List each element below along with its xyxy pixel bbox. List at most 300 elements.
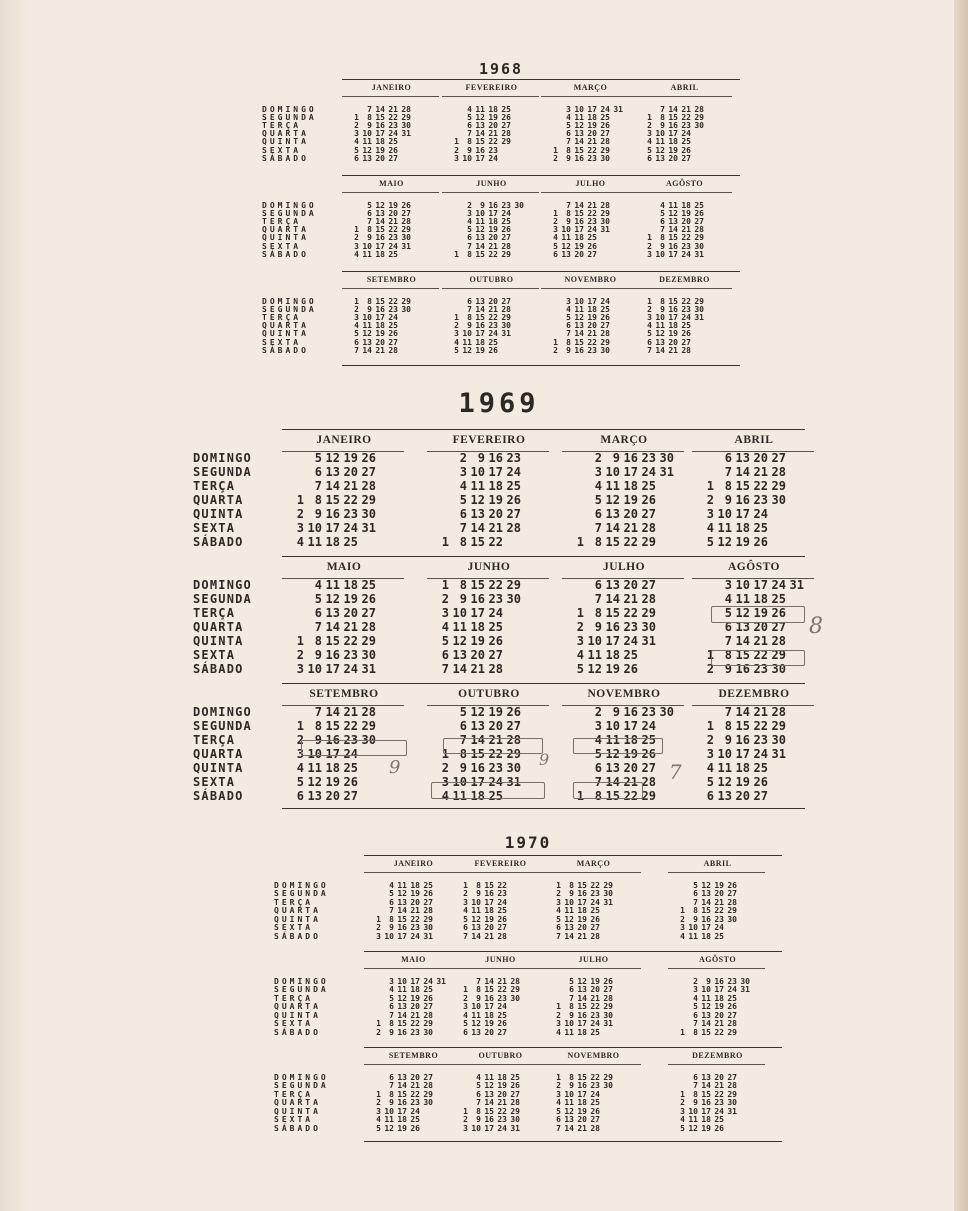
day-number: 24: [506, 465, 521, 480]
day-number: 22: [623, 789, 638, 804]
day-number: 6: [314, 465, 322, 480]
day-number: 16: [623, 451, 638, 466]
day-number: 4: [693, 993, 698, 1003]
day-number: 17: [714, 985, 724, 995]
day-number: 27: [501, 121, 511, 130]
quarter-rule: [342, 365, 740, 366]
day-name-label: QUARTA: [193, 493, 244, 508]
day-number: 5: [556, 914, 561, 924]
day-number: 11: [655, 321, 665, 331]
day-number: 5: [463, 1019, 468, 1029]
handwritten-note: 8: [809, 614, 823, 639]
day-number: 29: [694, 112, 704, 122]
day-number: 25: [694, 200, 704, 210]
day-number: 6: [566, 129, 571, 139]
day-number: 4: [706, 761, 714, 776]
day-number: 11: [325, 578, 340, 593]
day-number: 1: [576, 535, 584, 550]
day-number: 20: [343, 465, 358, 480]
day-number: 30: [659, 705, 674, 720]
day-number: 28: [510, 976, 520, 986]
day-number: 22: [681, 233, 691, 243]
day-number: 27: [361, 606, 376, 621]
day-number: 21: [753, 705, 768, 720]
day-number: 23: [488, 321, 498, 331]
day-number: 12: [577, 976, 587, 986]
day-number: 7: [314, 705, 322, 720]
day-number: 12: [470, 705, 485, 720]
day-number: 24: [590, 1089, 600, 1099]
day-number: 28: [501, 241, 511, 251]
day-number: 15: [577, 1072, 587, 1082]
day-number: 13: [397, 897, 407, 907]
day-number: 27: [727, 889, 737, 899]
day-number: 5: [647, 329, 652, 339]
day-number: 19: [410, 889, 420, 899]
day-number: 27: [641, 761, 656, 776]
day-number: 15: [605, 789, 620, 804]
day-number: 31: [694, 313, 704, 322]
day-number: 21: [388, 217, 398, 226]
day-number: 13: [307, 789, 322, 804]
day-number: 10: [587, 634, 602, 649]
day-number: 21: [343, 705, 358, 720]
day-number: 15: [397, 1089, 407, 1099]
day-name-label: SEGUNDA: [193, 719, 252, 734]
day-number: 1: [454, 313, 459, 322]
day-number: 6: [556, 923, 561, 933]
day-number: 24: [753, 747, 768, 762]
day-number: 5: [693, 880, 698, 890]
day-number: 21: [343, 479, 358, 494]
day-number: 15: [605, 535, 620, 550]
day-name-label: QUARTA: [193, 747, 244, 762]
day-number: 31: [401, 129, 411, 139]
day-number: 30: [510, 1115, 520, 1125]
day-number: 28: [641, 592, 656, 607]
day-number: 31: [613, 104, 623, 114]
day-number: 9: [314, 733, 322, 748]
day-number: 21: [577, 931, 587, 941]
day-number: 2: [553, 217, 558, 226]
day-number: 16: [577, 1010, 587, 1020]
day-number: 13: [577, 985, 587, 995]
day-number: 26: [501, 225, 511, 235]
day-number: 27: [497, 923, 507, 933]
day-number: 8: [594, 535, 602, 550]
day-number: 18: [577, 1027, 587, 1037]
day-number: 14: [470, 521, 485, 536]
day-number: 26: [497, 914, 507, 924]
day-number: 2: [680, 1098, 685, 1108]
day-number: 2: [441, 761, 449, 776]
day-number: 20: [488, 507, 503, 522]
day-number: 3: [296, 747, 304, 762]
day-number: 21: [587, 137, 597, 147]
day-number: 30: [771, 493, 786, 508]
day-number: 6: [724, 620, 732, 635]
day-number: 16: [735, 733, 750, 748]
day-number: 1: [576, 789, 584, 804]
day-number: 17: [375, 241, 385, 251]
day-number: 30: [600, 345, 610, 355]
day-number: 16: [325, 507, 340, 522]
day-number: 28: [600, 329, 610, 339]
day-number: 7: [467, 304, 472, 314]
day-number: 17: [668, 249, 678, 259]
day-number: 14: [375, 104, 385, 114]
month-name: DEZEMBRO: [718, 688, 790, 700]
day-number: 3: [553, 225, 558, 235]
day-number: 18: [410, 985, 420, 995]
day-number: 11: [561, 233, 571, 243]
day-name-label: SÁBADO: [262, 345, 309, 355]
month-name: SETEMBRO: [309, 688, 379, 700]
day-name-label: TERÇA: [262, 313, 302, 322]
day-number: 11: [470, 479, 485, 494]
day-number: 15: [735, 648, 750, 663]
day-number: 19: [714, 880, 724, 890]
day-number: 28: [506, 733, 521, 748]
day-number: 2: [706, 733, 714, 748]
day-number: 23: [488, 592, 503, 607]
day-number: 1: [553, 145, 558, 155]
day-number: 23: [506, 451, 521, 466]
day-number: 1: [647, 112, 652, 122]
day-number: 12: [561, 241, 571, 251]
day-number: 9: [724, 733, 732, 748]
day-number: 27: [423, 897, 433, 907]
day-number: 4: [467, 217, 472, 226]
day-number: 18: [587, 112, 597, 122]
day-number: 31: [740, 985, 750, 995]
day-number: 3: [463, 1123, 468, 1133]
quarter-row: [262, 271, 740, 367]
day-number: 17: [475, 329, 485, 339]
day-number: 18: [470, 789, 485, 804]
month-divider: [668, 1064, 765, 1065]
day-number: 30: [603, 889, 613, 899]
day-number: 9: [476, 889, 481, 899]
year-title: 1970: [504, 833, 552, 852]
day-number: 17: [325, 747, 340, 762]
day-name-label: SEXTA: [193, 775, 236, 790]
day-name-label: QUINTA: [274, 914, 321, 924]
day-number: 18: [375, 137, 385, 147]
day-number: 30: [694, 121, 704, 130]
day-number: 4: [354, 321, 359, 331]
day-number: 28: [497, 931, 507, 941]
day-number: 23: [714, 1098, 724, 1108]
day-number: 21: [681, 225, 691, 235]
day-number: 29: [600, 145, 610, 155]
day-number: 23: [501, 200, 511, 210]
day-number: 31: [361, 662, 376, 677]
day-number: 22: [497, 985, 507, 995]
day-number: 11: [717, 761, 732, 776]
day-number: 17: [753, 578, 768, 593]
day-number: 27: [501, 296, 511, 306]
day-number: 4: [441, 789, 449, 804]
day-number: 21: [410, 906, 420, 916]
day-number: 21: [484, 931, 494, 941]
day-name-label: QUARTA: [262, 129, 309, 139]
day-number: 8: [367, 112, 372, 122]
month-name: JULHO: [602, 561, 646, 573]
day-number: 1: [454, 137, 459, 147]
day-number: 8: [569, 1072, 574, 1082]
day-number: 13: [470, 507, 485, 522]
day-name-label: TERÇA: [274, 1089, 314, 1099]
month-divider: [544, 872, 641, 873]
day-number: 9: [724, 493, 732, 508]
pencil-mark: [301, 740, 407, 756]
day-number: 4: [680, 931, 685, 941]
day-number: 31: [423, 931, 433, 941]
day-number: 4: [463, 1010, 468, 1020]
day-number: 14: [375, 217, 385, 226]
day-number: 31: [659, 465, 674, 480]
day-number: 16: [375, 233, 385, 243]
day-name-label: QUINTA: [262, 137, 309, 147]
day-number: 27: [727, 1072, 737, 1082]
day-name-label: SEGUNDA: [262, 112, 317, 122]
day-number: 9: [566, 345, 571, 355]
day-number: 7: [354, 345, 359, 355]
month-divider: [635, 192, 732, 193]
day-number: 9: [367, 121, 372, 130]
day-number: 7: [594, 775, 602, 790]
day-number: 5: [706, 535, 714, 550]
day-number: 25: [727, 993, 737, 1003]
day-number: 11: [397, 985, 407, 995]
day-number: 27: [641, 578, 656, 593]
day-number: 10: [471, 1123, 481, 1133]
day-number: 19: [574, 241, 584, 251]
day-number: 12: [397, 889, 407, 899]
day-number: 23: [497, 1115, 507, 1125]
day-number: 23: [587, 217, 597, 226]
day-number: 30: [423, 1098, 433, 1108]
day-number: 5: [724, 606, 732, 621]
day-number: 11: [564, 1027, 574, 1037]
day-number: 14: [484, 1098, 494, 1108]
day-name-label: TERÇA: [193, 606, 236, 621]
day-number: 12: [325, 451, 340, 466]
day-number: 3: [467, 208, 472, 218]
day-number: 13: [362, 153, 372, 163]
day-name-label: QUINTA: [262, 233, 309, 243]
day-number: 2: [376, 1098, 381, 1108]
day-number: 17: [668, 313, 678, 322]
day-name-label: SÁBADO: [262, 249, 309, 259]
day-number: 2: [463, 1115, 468, 1125]
day-number: 25: [600, 112, 610, 122]
day-number: 1: [376, 1019, 381, 1029]
day-number: 30: [727, 1098, 737, 1108]
day-number: 1: [647, 233, 652, 243]
day-number: 6: [314, 606, 322, 621]
day-number: 24: [388, 241, 398, 251]
day-number: 5: [706, 775, 714, 790]
day-number: 5: [576, 662, 584, 677]
quarter-rule: [342, 175, 740, 176]
day-number: 30: [740, 976, 750, 986]
day-number: 24: [590, 1019, 600, 1029]
day-number: 15: [605, 606, 620, 621]
day-number: 9: [314, 648, 322, 663]
day-number: 26: [590, 1106, 600, 1116]
day-number: 13: [735, 451, 750, 466]
day-number: 22: [753, 719, 768, 734]
month-name: SETEMBRO: [388, 1051, 439, 1060]
day-number: 27: [587, 249, 597, 259]
day-number: 15: [325, 634, 340, 649]
day-number: 22: [388, 112, 398, 122]
day-number: 21: [470, 662, 485, 677]
day-number: 7: [724, 634, 732, 649]
month-name: ABRIL: [734, 434, 774, 446]
day-number: 7: [594, 592, 602, 607]
day-number: 1: [463, 1106, 468, 1116]
day-number: 26: [623, 662, 638, 677]
day-number: 25: [753, 761, 768, 776]
day-name-label: SEGUNDA: [262, 208, 317, 218]
day-number: 29: [501, 313, 511, 322]
day-number: 26: [401, 200, 411, 210]
day-number: 10: [384, 931, 394, 941]
day-number: 3: [706, 507, 714, 522]
month-name: DEZEMBRO: [692, 1051, 743, 1060]
day-name-label: SEGUNDA: [262, 304, 317, 314]
day-number: 4: [724, 592, 732, 607]
day-number: 22: [590, 1072, 600, 1082]
day-number: 21: [343, 620, 358, 635]
day-number: 20: [623, 578, 638, 593]
day-number: 28: [423, 1010, 433, 1020]
day-number: 17: [587, 296, 597, 306]
day-number: 30: [361, 733, 376, 748]
day-number: 31: [694, 249, 704, 259]
day-number: 31: [501, 329, 511, 339]
day-number: 29: [771, 719, 786, 734]
day-number: 19: [735, 535, 750, 550]
day-number: 13: [325, 606, 340, 621]
day-number: 15: [577, 1002, 587, 1012]
day-number: 19: [735, 775, 750, 790]
day-name-label: QUINTA: [262, 329, 309, 339]
year-title: 1969: [458, 388, 540, 419]
day-number: 27: [590, 923, 600, 933]
day-number: 28: [423, 1081, 433, 1091]
day-number: 2: [693, 976, 698, 986]
day-number: 1: [463, 985, 468, 995]
day-name-label: SÁBADO: [262, 153, 309, 163]
day-number: 4: [354, 137, 359, 147]
day-number: 3: [459, 465, 467, 480]
day-number: 10: [574, 104, 584, 114]
day-number: 12: [701, 880, 711, 890]
day-number: 23: [488, 145, 498, 155]
day-number: 7: [660, 225, 665, 235]
day-number: 9: [389, 1098, 394, 1108]
day-number: 26: [488, 345, 498, 355]
month-divider: [342, 192, 439, 193]
day-number: 7: [367, 217, 372, 226]
day-number: 16: [574, 345, 584, 355]
day-number: 27: [753, 789, 768, 804]
day-number: 16: [574, 153, 584, 163]
day-number: 2: [354, 304, 359, 314]
day-number: 19: [668, 145, 678, 155]
day-name-label: SÁBADO: [193, 662, 244, 677]
day-number: 15: [701, 1027, 711, 1037]
day-number: 24: [714, 923, 724, 933]
day-number: 27: [488, 648, 503, 663]
day-number: 3: [441, 775, 449, 790]
day-number: 9: [693, 914, 698, 924]
day-number: 9: [569, 1081, 574, 1091]
day-number: 12: [688, 1123, 698, 1133]
day-number: 19: [397, 1123, 407, 1133]
day-number: 4: [556, 1098, 561, 1108]
month-name: FEVEREIRO: [452, 434, 526, 446]
day-number: 22: [343, 493, 358, 508]
day-number: 5: [680, 1123, 685, 1133]
day-number: 10: [471, 897, 481, 907]
day-number: 16: [470, 592, 485, 607]
day-number: 15: [397, 1019, 407, 1029]
day-number: 2: [553, 153, 558, 163]
day-number: 26: [510, 1081, 520, 1091]
day-number: 18: [475, 337, 485, 347]
month-divider: [442, 96, 539, 97]
month-name: JULHO: [575, 179, 606, 188]
day-number: 28: [401, 217, 411, 226]
day-name-label: QUARTA: [274, 1098, 321, 1108]
day-number: 3: [594, 465, 602, 480]
day-number: 6: [467, 121, 472, 130]
day-number: 3: [680, 923, 685, 933]
day-number: 12: [362, 329, 372, 339]
day-number: 19: [577, 1106, 587, 1116]
month-name: AGÔSTO: [698, 955, 737, 964]
day-number: 8: [724, 719, 732, 734]
day-number: 9: [459, 761, 467, 776]
day-number: 1: [463, 880, 468, 890]
day-number: 8: [367, 296, 372, 306]
pencil-mark: [573, 782, 643, 799]
day-number: 11: [471, 1010, 481, 1020]
day-number: 5: [314, 592, 322, 607]
day-number: 11: [362, 137, 372, 147]
day-number: 17: [701, 1106, 711, 1116]
day-name-label: SEXTA: [274, 1115, 314, 1125]
day-number: 19: [343, 592, 358, 607]
day-number: 30: [771, 733, 786, 748]
day-number: 26: [423, 889, 433, 899]
day-number: 8: [459, 747, 467, 762]
day-number: 30: [694, 241, 704, 251]
day-number: 14: [564, 1123, 574, 1133]
quarter-rule: [364, 1047, 782, 1048]
day-name-label: SEGUNDA: [274, 985, 329, 995]
day-number: 8: [389, 1089, 394, 1099]
day-number: 18: [605, 648, 620, 663]
day-number: 13: [564, 1115, 574, 1125]
day-number: 1: [354, 112, 359, 122]
day-number: 25: [343, 761, 358, 776]
